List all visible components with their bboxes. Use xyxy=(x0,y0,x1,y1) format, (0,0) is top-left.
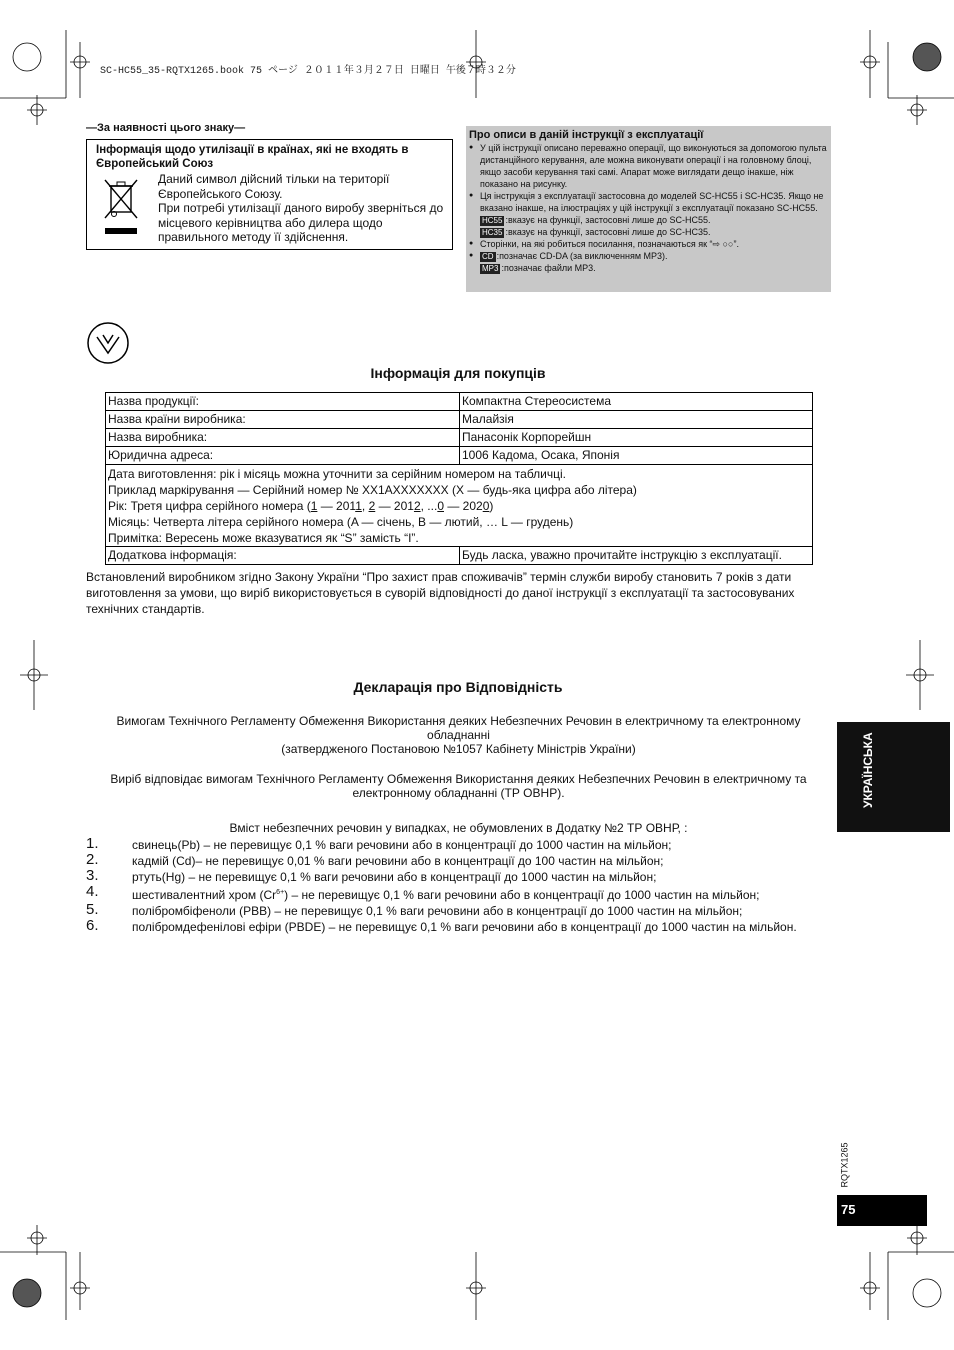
page-number: 75 xyxy=(837,1195,927,1226)
table-cell-value: Панасонік Корпорейшн xyxy=(460,429,813,447)
document-code-text: RQTX1265 xyxy=(839,1142,850,1188)
list-text: шестивалентний хром (Cr xyxy=(132,888,277,902)
language-label: УКРАЇНСЬКА xyxy=(861,732,875,808)
about-item-hc35 xyxy=(469,226,827,238)
date-line-1: Дата виготовлення: рік і місяць можна уточнити за серійним номером на табличці. xyxy=(108,467,567,481)
about-item-2: ● Ця інструкція з експлуатації застосовна до моделей SC-HC55 і SC-HC35. Якщо не вказано інакше, на ілюстраціях у цій інструкції з експлуатації показано SC-HC55. xyxy=(469,190,827,214)
table-cell-label: Назва продукції: xyxy=(106,393,460,411)
hazardous-content-intro: Вміст небезпечних речовин у випадках, не обумовлених в Додатку №2 ТР ОВНР, : xyxy=(229,821,688,835)
list-text: ртуть(Hg) – не перевищує 0,1 % ваги речовини або в концентрації до 1000 частин на мільйон; xyxy=(132,870,657,884)
table-row xyxy=(106,447,813,465)
list-text: полібромдефенілові ефіри (PBDE) – не перевищує 0,1 % ваги речовини або в концентрації до 1000 частин на мільйон. xyxy=(132,920,797,934)
year-text: — 201 xyxy=(317,499,356,513)
year-text: Рік: Третя цифра серійного номера ( xyxy=(108,499,311,513)
note-line: Примітка: Вересень може вказуватися як “S” замість “I”. xyxy=(108,531,419,545)
requirements-line-1: Вимогам Технічного Регламенту Обмеження Використання деяких Небезпечних Речовин в електричному та електронному обладнанні xyxy=(116,714,801,742)
table-cell-value: Малайзія xyxy=(460,411,813,429)
list-item xyxy=(86,837,806,853)
about-item-7: :позначає файли MP3. xyxy=(501,263,596,273)
about-item-5: ● Сторінки, на які робиться посилання, позначаються як “⇨ ○○”. xyxy=(469,238,827,250)
year-digit: 2 xyxy=(368,499,376,513)
table-row xyxy=(106,393,813,411)
table-row xyxy=(106,465,813,547)
about-item-1: ● У цій інструкції описано переважно операції, що виконуються за допомогою пульта дистанційного керування, але можна виконувати операції і на головному блоці, якщо засоби керування такі самі. Апарат може виглядати дещо інакше, ніж показано на рисунку. xyxy=(469,142,827,190)
year-digit: 2 xyxy=(413,499,421,513)
list-text: свинець(Pb) – не перевищує 0,1 % ваги речовини або в концентрації до 1000 частин на мільйон; xyxy=(132,838,672,852)
list-number: 6. xyxy=(86,917,99,934)
about-item-mp3 xyxy=(469,262,827,274)
conformity-statement: Виріб відповідає вимогам Технічного Регламенту Обмеження Використання деяких Небезпечних Речовин в електричному та електронному обладнанні (ТР ОВНР). xyxy=(110,772,807,800)
list-number: 4. xyxy=(86,883,99,900)
table-cell-value: Компактна Стереосистема xyxy=(460,393,813,411)
list-number: 3. xyxy=(86,867,99,884)
table-cell-value: 1006 Кадома, Осака, Японія xyxy=(460,447,813,465)
year-digit: 0 xyxy=(437,499,444,513)
mp3-tag: MP3 xyxy=(482,264,499,273)
list-item xyxy=(86,919,806,935)
declaration-requirements xyxy=(86,714,831,756)
weee-text-1: Даний символ дійсний тільки на території Європейського Союзу. xyxy=(158,172,390,201)
language-tab xyxy=(837,722,950,832)
hc35-tag: HC35 xyxy=(482,228,503,237)
year-text: — 201 xyxy=(375,499,414,513)
table-cell-label: Додаткова інформація: xyxy=(106,547,460,565)
about-item-3: :вказує на функції, застосовні лише до SC-HC55. xyxy=(505,215,711,225)
hazardous-substances-list xyxy=(86,837,806,935)
document-code xyxy=(838,1140,858,1190)
list-text: кадмій (Cd)– не перевищує 0,01 % ваги речовини або в концентрації до 100 частин на мільйон; xyxy=(132,854,664,868)
crossed-bin-icon xyxy=(101,178,141,238)
declaration-title: Декларація про Відповідність xyxy=(353,679,563,695)
list-text: ) – не перевищує 0,1 % ваги речовини або в концентрації до 1000 частин на мільйон; xyxy=(284,888,760,902)
cd-tag: CD xyxy=(482,252,494,261)
hc55-tag: HC55 xyxy=(482,216,503,225)
print-header: SC-HC55_35-RQTX1265.book 75 ページ ２０１１年３月２７日 日曜日 午後７時３２分 xyxy=(100,66,516,77)
year-digit: 1 xyxy=(355,499,362,513)
table-row xyxy=(106,411,813,429)
weee-text-2: При потребі утилізації даного виробу зверніться до місцевого керівництва або дилера щодо правильного методу її здійснення. xyxy=(158,201,444,244)
month-line: Місяць: Четверта літера серійного номера (A — січень, B — лютий, … L — грудень) xyxy=(108,515,574,529)
about-item-cd xyxy=(469,250,827,262)
manufacture-date-cell xyxy=(106,465,813,547)
list-number: 5. xyxy=(86,901,99,918)
list-item xyxy=(86,903,806,919)
about-list xyxy=(469,142,827,274)
table-cell-label: Назва виробника: xyxy=(106,429,460,447)
list-number: 1. xyxy=(86,835,99,852)
date-line-2: Приклад маркірування — Серійний номер № XX1AXXXXXXX (X — будь-яка цифра або літера) xyxy=(108,483,637,497)
about-item-hc55 xyxy=(469,214,827,226)
year-text: , ... xyxy=(420,499,438,513)
service-life-text: Встановлений виробником згідно Закону України “Про захист прав споживачів” термін служби виробу становить 7 років з дати виготовлення за умови, що виріб використовується в суворій відповідності до даної інструкції з експлуатації та застосовуваних технічних стандартів. xyxy=(86,570,795,616)
year-text: , xyxy=(361,499,369,513)
table-cell-label: Юридична адреса: xyxy=(106,447,460,465)
about-item-6: :позначає CD-DA (за виключенням MP3). xyxy=(496,251,668,261)
requirements-line-2: (затвердженого Постановою №1057 Кабінету Міністрів України) xyxy=(281,742,636,756)
year-text: ) xyxy=(489,499,494,513)
buyer-info-table xyxy=(105,392,813,565)
list-text: полібромбіфеноли (PBB) – не перевищує 0,1 % ваги речовини або в концентрації до 1000 частин на мільйон; xyxy=(132,904,743,918)
list-item xyxy=(86,869,806,885)
buyer-info-title: Інформація для покупців xyxy=(370,365,546,381)
year-text: — 202 xyxy=(444,499,483,513)
weee-heading: —За наявності цього знаку— xyxy=(86,122,246,134)
table-cell-value: Будь ласка, уважно прочитайте інструкцію з експлуатації. xyxy=(460,547,813,565)
about-title: Про описи в даній інструкції з експлуатації xyxy=(469,129,704,141)
year-digit: 1 xyxy=(310,499,318,513)
about-item-4: :вказує на функції, застосовні лише до SC-HC35. xyxy=(505,227,711,237)
ukrainian-conformity-mark-icon xyxy=(86,321,130,365)
list-item xyxy=(86,885,806,903)
table-cell-label: Назва країни виробника: xyxy=(106,411,460,429)
list-number: 2. xyxy=(86,851,99,868)
weee-box xyxy=(86,139,453,250)
year-digit: 0 xyxy=(482,499,490,513)
about-instructions-box xyxy=(466,126,831,292)
table-row xyxy=(106,547,813,565)
list-item xyxy=(86,853,806,869)
weee-text xyxy=(158,172,450,245)
year-line xyxy=(108,498,810,514)
chrome-superscript: 6+ xyxy=(276,889,285,896)
table-row xyxy=(106,429,813,447)
weee-title: Інформація щодо утилізації в країнах, які не входять в Європейський Союз xyxy=(96,144,409,170)
